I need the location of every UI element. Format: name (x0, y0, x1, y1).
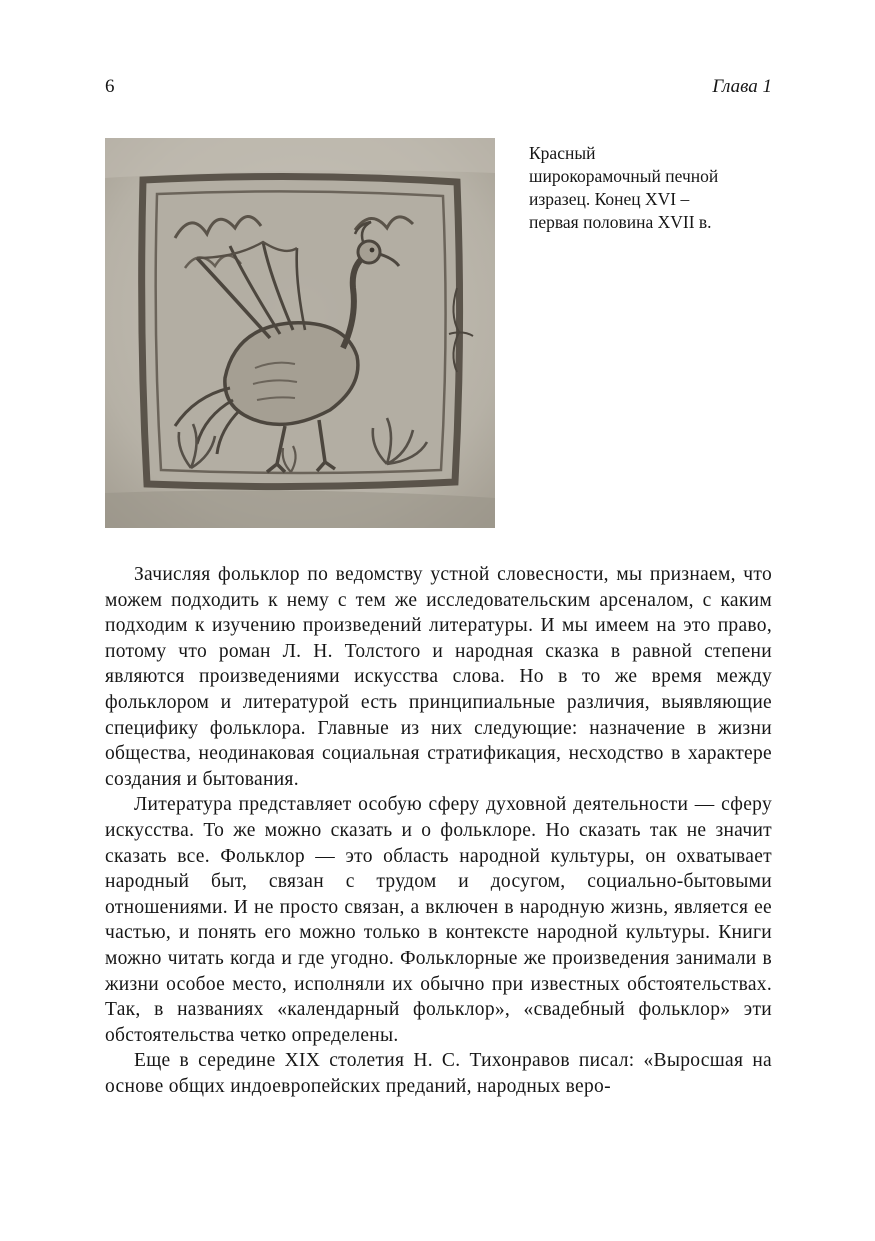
figure-caption: Красный широкорамочный печной изразец. Конец XVI – первая половина XVII в. (529, 143, 719, 232)
running-head (105, 76, 772, 98)
tile-engraving-image (105, 138, 495, 528)
page-number: 6 (105, 76, 115, 97)
paragraph: Еще в середине XIX столетия Н. С. Тихонравов писал: «Выросшая на основе общих индоевропейских преданий, народных веро- (105, 1050, 772, 1097)
chapter-label: Глава 1 (712, 76, 772, 97)
bird-tile-illustration (105, 138, 495, 528)
body-text (105, 562, 772, 1099)
figure-block (105, 138, 772, 528)
paragraph: Литература представляет особую сферу духовной деятельности — сферу искусства. То же можно сказать и о фольклоре. Но сказать так не значит сказать все. Фольклор — это область народной культуры, он охватывает народный быт, связан с трудом и досугом, социально-бытовыми отношениями. И не просто связан, а включен в народную жизнь, является ее частью, и понять его можно только в контексте народной культуры. Книги можно читать когда и где угодно. Фольклорные же произведения занимали в жизни особое место, исполняли их обычно при известных обстоятельствах. Так, в названиях «календарный фольклор», «свадебный фольклор» эти обстоятельства четко определены. (105, 794, 772, 1046)
paragraph: Зачисляя фольклор по ведомству устной словесности, мы признаем, что можем подходить к нему с тем же исследовательским арсеналом, с каким подходим к изучению произведений литературы. И мы имеем на это право, потому что роман Л. Н. Толстого и народная сказка в равной степени являются произведениями искусства слова. Но в то же время между фольклором и литературой есть принципиальные различия, выявляющие специфику фольклора. Главные из них следующие: назначение в жизни общества, неодинаковая социальная стратификация, несходство в характере создания и бытования. (105, 564, 772, 790)
